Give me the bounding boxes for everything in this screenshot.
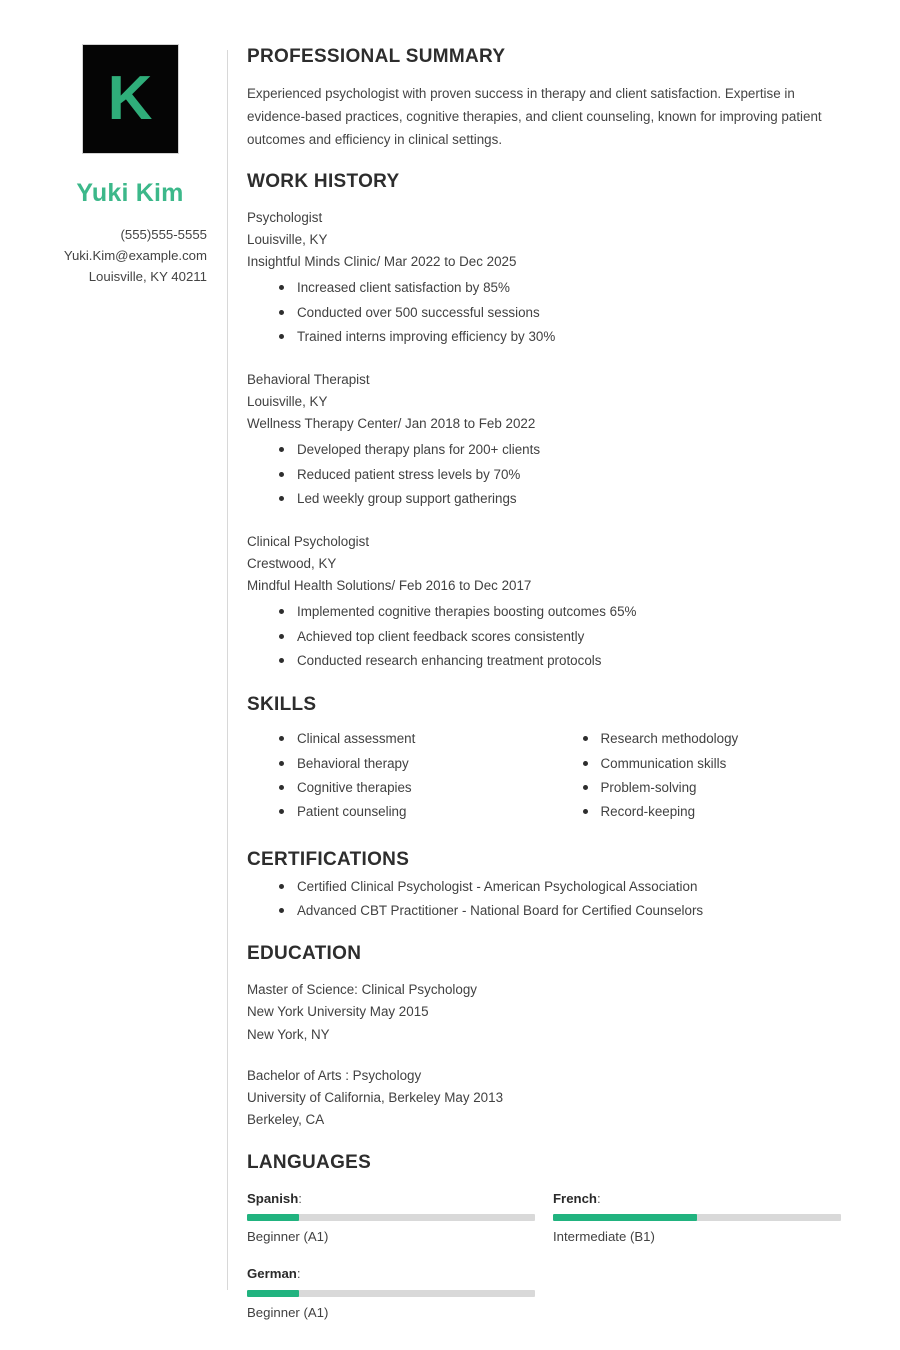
job-role: Clinical Psychologist (247, 533, 370, 549)
language-progress-track (553, 1214, 841, 1221)
language-progress-fill (553, 1214, 697, 1221)
section-title-languages: LANGUAGES (247, 1151, 372, 1173)
job-bullet: Increased client satisfaction by 85% (247, 276, 854, 300)
job-bullet-list (247, 438, 854, 511)
section-skills (247, 694, 854, 825)
language-item (247, 1264, 535, 1323)
language-level: Beginner (A1) (247, 1229, 329, 1245)
education-location: Berkeley, CA (247, 1112, 325, 1128)
certifications-list (247, 875, 854, 924)
job-bullet: Conducted research enhancing treatment protocols (247, 649, 854, 673)
language-level: Intermediate (B1) (553, 1229, 655, 1245)
job-bullet: Reduced patient stress levels by 70% (247, 463, 854, 487)
monogram-logo (82, 44, 179, 154)
skills-list-left (247, 727, 551, 825)
certification-item: Advanced CBT Practitioner - National Board for Certified Counselors (247, 899, 854, 923)
contact-location: Louisville, KY 40211 (88, 269, 207, 285)
job-bullet: Conducted over 500 successful sessions (247, 301, 854, 325)
spacer (247, 674, 854, 694)
language-colon: : (296, 1266, 301, 1282)
education-degree: Bachelor of Arts : Psychology (247, 1067, 422, 1083)
language-name-row (247, 1189, 535, 1209)
language-item (247, 1189, 535, 1248)
language-progress-fill (247, 1214, 299, 1221)
skill-item: Record-keeping (551, 800, 855, 824)
skill-item: Cognitive therapies (247, 776, 551, 800)
section-languages (247, 1152, 854, 1340)
education-entry (247, 1065, 854, 1132)
summary-text: Experienced psychologist with proven success in therapy and client satisfaction. Expertise in evidence-based practices, cognitive therapies, and client counseling, known for improving patient outcomes and efficiency in clinical settings. (247, 85, 822, 147)
skill-item: Problem-solving (551, 776, 855, 800)
job-bullet-list (247, 276, 854, 349)
job-location: Crestwood, KY (247, 555, 337, 571)
spacer (247, 825, 854, 849)
job-bullet: Trained interns improving efficiency by 30% (247, 325, 854, 349)
job-entry (247, 531, 854, 674)
job-company-dates: Wellness Therapy Center/ Jan 2018 to Feb 2022 (247, 416, 536, 432)
vertical-divider (227, 50, 228, 1290)
section-title-certifications: CERTIFICATIONS (247, 848, 410, 870)
section-title-education: EDUCATION (247, 943, 362, 965)
section-title-skills: SKILLS (247, 693, 317, 715)
main-content (227, 44, 900, 1350)
language-name: German (247, 1266, 297, 1282)
sidebar (0, 44, 227, 1350)
contact-email: Yuki.Kim@example.com (63, 247, 207, 263)
section-professional-summary (247, 46, 854, 151)
language-progress-track (247, 1290, 535, 1297)
skill-item: Behavioral therapy (247, 752, 551, 776)
skills-columns (247, 724, 854, 825)
language-item (553, 1189, 841, 1248)
job-entry (247, 369, 854, 512)
certification-item: Certified Clinical Psychologist - American Psychological Association (247, 875, 854, 899)
job-role: Psychologist (247, 209, 323, 225)
spacer (247, 1132, 854, 1152)
skills-list-right (551, 727, 855, 825)
contact-block (55, 224, 207, 288)
education-location: New York, NY (247, 1026, 330, 1042)
section-certifications (247, 849, 854, 924)
language-progress-fill (247, 1290, 299, 1297)
job-bullet-list (247, 600, 854, 673)
education-school-date: University of California, Berkeley May 2013 (247, 1090, 504, 1106)
language-name: Spanish (247, 1190, 299, 1206)
section-title-summary: PROFESSIONAL SUMMARY (247, 46, 506, 67)
logo-letter: K (107, 64, 153, 133)
candidate-name: Yuki Kim (76, 179, 184, 207)
job-bullet: Led weekly group support gatherings (247, 487, 854, 511)
job-role: Behavioral Therapist (247, 371, 370, 387)
job-bullet: Implemented cognitive therapies boosting outcomes 65% (247, 600, 854, 624)
section-education (247, 943, 854, 1131)
spacer (247, 923, 854, 943)
language-colon: : (596, 1190, 601, 1206)
job-bullet: Achieved top client feedback scores consistently (247, 625, 854, 649)
education-degree: Master of Science: Clinical Psychology (247, 982, 477, 998)
job-location: Louisville, KY (247, 393, 328, 409)
language-colon: : (298, 1190, 302, 1206)
logo-container (55, 44, 207, 154)
skill-item: Communication skills (551, 752, 855, 776)
job-location: Louisville, KY (247, 231, 328, 247)
job-entry (247, 207, 854, 350)
education-school-date: New York University May 2015 (247, 1004, 429, 1020)
job-bullet: Developed therapy plans for 200+ clients (247, 438, 854, 462)
job-company-dates: Insightful Minds Clinic/ Mar 2022 to Dec 2025 (247, 254, 517, 270)
skills-column-left (247, 724, 551, 825)
language-name: French (553, 1190, 597, 1206)
language-name-row (247, 1264, 535, 1284)
contact-phone: (555)555-5555 (120, 226, 207, 242)
language-name-row (553, 1189, 841, 1209)
skills-column-right (551, 724, 855, 825)
skill-item: Clinical assessment (247, 727, 551, 751)
language-level: Beginner (A1) (247, 1304, 329, 1320)
language-progress-track (247, 1214, 535, 1221)
job-company-dates: Mindful Health Solutions/ Feb 2016 to Dec 2017 (247, 578, 532, 594)
spacer (247, 151, 854, 171)
section-title-work-history: WORK HISTORY (247, 170, 400, 192)
section-work-history (247, 171, 854, 674)
skill-item: Patient counseling (247, 800, 551, 824)
education-entry (247, 979, 854, 1046)
languages-grid (247, 1189, 854, 1340)
skill-item: Research methodology (551, 727, 855, 751)
